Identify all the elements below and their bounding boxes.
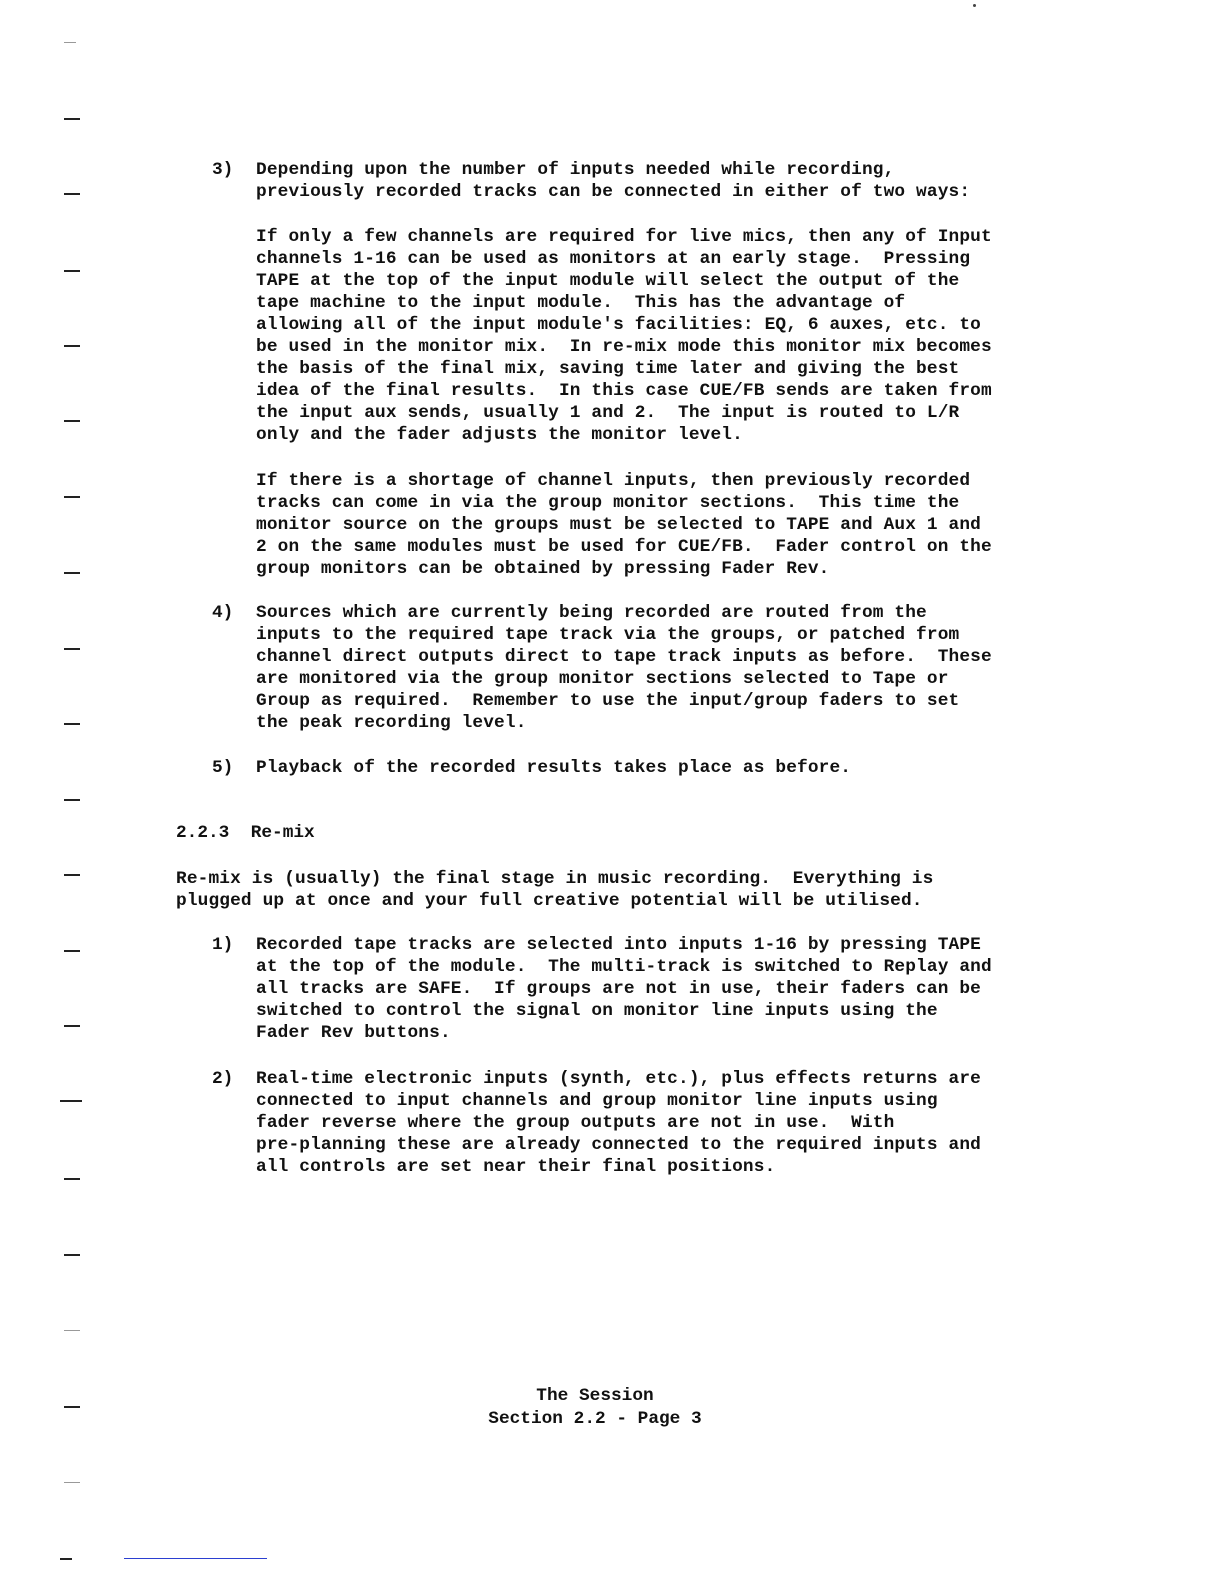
paragraph-line: channels 1-16 can be used as monitors at an early stage. Pressing xyxy=(256,249,971,269)
paragraph-line: group monitors can be obtained by pressing Fader Rev. xyxy=(256,559,830,579)
paragraph-line: plugged up at once and your full creative potential will be utilised. xyxy=(176,891,923,911)
paragraph-line: allowing all of the input module's facilities: EQ, 6 auxes, etc. to xyxy=(256,315,981,335)
paragraph-line: pre-planning these are already connected to the required inputs and xyxy=(256,1135,981,1155)
scan-speck xyxy=(973,4,976,7)
paragraph-line: switched to control the signal on monitor line inputs using the xyxy=(256,1001,938,1021)
paragraph-line: are monitored via the group monitor sections selected to Tape or xyxy=(256,669,949,689)
paragraph-line: 2 on the same modules must be used for CUE/FB. Fader control on the xyxy=(256,537,992,557)
margin-mark xyxy=(60,1100,82,1102)
margin-mark xyxy=(64,799,80,801)
margin-mark xyxy=(64,270,80,272)
margin-mark xyxy=(64,1330,80,1331)
paragraph-line: Group as required. Remember to use the input/group faders to set xyxy=(256,691,960,711)
margin-mark xyxy=(64,1178,80,1180)
paragraph-line: the peak recording level. xyxy=(256,713,527,733)
paragraph-line: all controls are set near their final positions. xyxy=(256,1157,776,1177)
list-number: 2) xyxy=(212,1069,234,1089)
paragraph-line: at the top of the module. The multi-track is switched to Replay and xyxy=(256,957,992,977)
paragraph-line: only and the fader adjusts the monitor level. xyxy=(256,425,743,445)
list-number: 4) xyxy=(212,603,234,623)
paragraph-line: be used in the monitor mix. In re-mix mode this monitor mix becomes xyxy=(256,337,992,357)
margin-mark xyxy=(64,1025,80,1027)
margin-mark xyxy=(64,874,80,876)
list-number: 1) xyxy=(212,935,234,955)
margin-mark xyxy=(64,42,76,43)
section-title: Re-mix xyxy=(250,823,315,843)
margin-mark xyxy=(64,1254,80,1256)
paragraph-line: Playback of the recorded results takes place as before. xyxy=(256,758,852,778)
paragraph-line: all tracks are SAFE. If groups are not in use, their faders can be xyxy=(256,979,981,999)
paragraph-line: Fader Rev buttons. xyxy=(256,1023,451,1043)
paragraph-line: monitor source on the groups must be selected to TAPE and Aux 1 and xyxy=(256,515,981,535)
paragraph-line: tape machine to the input module. This has the advantage of xyxy=(256,293,906,313)
paragraph-line: If there is a shortage of channel inputs, then previously recorded xyxy=(256,471,971,491)
margin-mark xyxy=(64,648,80,650)
margin-mark xyxy=(64,1482,80,1483)
footer-title: The Session xyxy=(536,1386,654,1406)
paragraph-line: If only a few channels are required for live mics, then any of Input xyxy=(256,227,992,247)
section-heading xyxy=(176,822,315,844)
section-number: 2.2.3 xyxy=(176,823,230,843)
margin-mark xyxy=(64,420,80,422)
paragraph-line: Recorded tape tracks are selected into inputs 1-16 by pressing TAPE xyxy=(256,935,981,955)
paragraph-line: the basis of the final mix, saving time later and giving the best xyxy=(256,359,960,379)
paragraph-line: Depending upon the number of inputs needed while recording, xyxy=(256,160,895,180)
margin-mark xyxy=(64,723,80,725)
paragraph-line: previously recorded tracks can be connected in either of two ways: xyxy=(256,182,971,202)
paragraph-line: Sources which are currently being recorded are routed from the xyxy=(256,603,927,623)
margin-mark xyxy=(64,118,80,120)
paragraph-line: idea of the final results. In this case CUE/FB sends are taken from xyxy=(256,381,992,401)
list-number: 5) xyxy=(212,758,234,778)
margin-mark xyxy=(64,950,80,952)
margin-mark xyxy=(64,572,80,574)
footer-page: Section 2.2 - Page 3 xyxy=(488,1409,702,1429)
margin-mark xyxy=(64,496,80,498)
paragraph-line: Re-mix is (usually) the final stage in music recording. Everything is xyxy=(176,869,934,889)
margin-mark xyxy=(64,193,80,195)
paragraph-line: channel direct outputs direct to tape track inputs as before. These xyxy=(256,647,992,667)
margin-mark xyxy=(60,1558,72,1560)
list-number: 3) xyxy=(212,160,234,180)
paragraph-line: inputs to the required tape track via the groups, or patched from xyxy=(256,625,960,645)
paragraph-line: the input aux sends, usually 1 and 2. The input is routed to L/R xyxy=(256,403,960,423)
paragraph-line: Real-time electronic inputs (synth, etc.), plus effects returns are xyxy=(256,1069,981,1089)
margin-mark xyxy=(64,345,80,347)
paragraph-line: tracks can come in via the group monitor sections. This time the xyxy=(256,493,960,513)
footer-rule xyxy=(124,1558,267,1559)
paragraph-line: connected to input channels and group monitor line inputs using xyxy=(256,1091,938,1111)
paragraph-line: fader reverse where the group outputs are not in use. With xyxy=(256,1113,895,1133)
paragraph-line: TAPE at the top of the input module will select the output of the xyxy=(256,271,960,291)
